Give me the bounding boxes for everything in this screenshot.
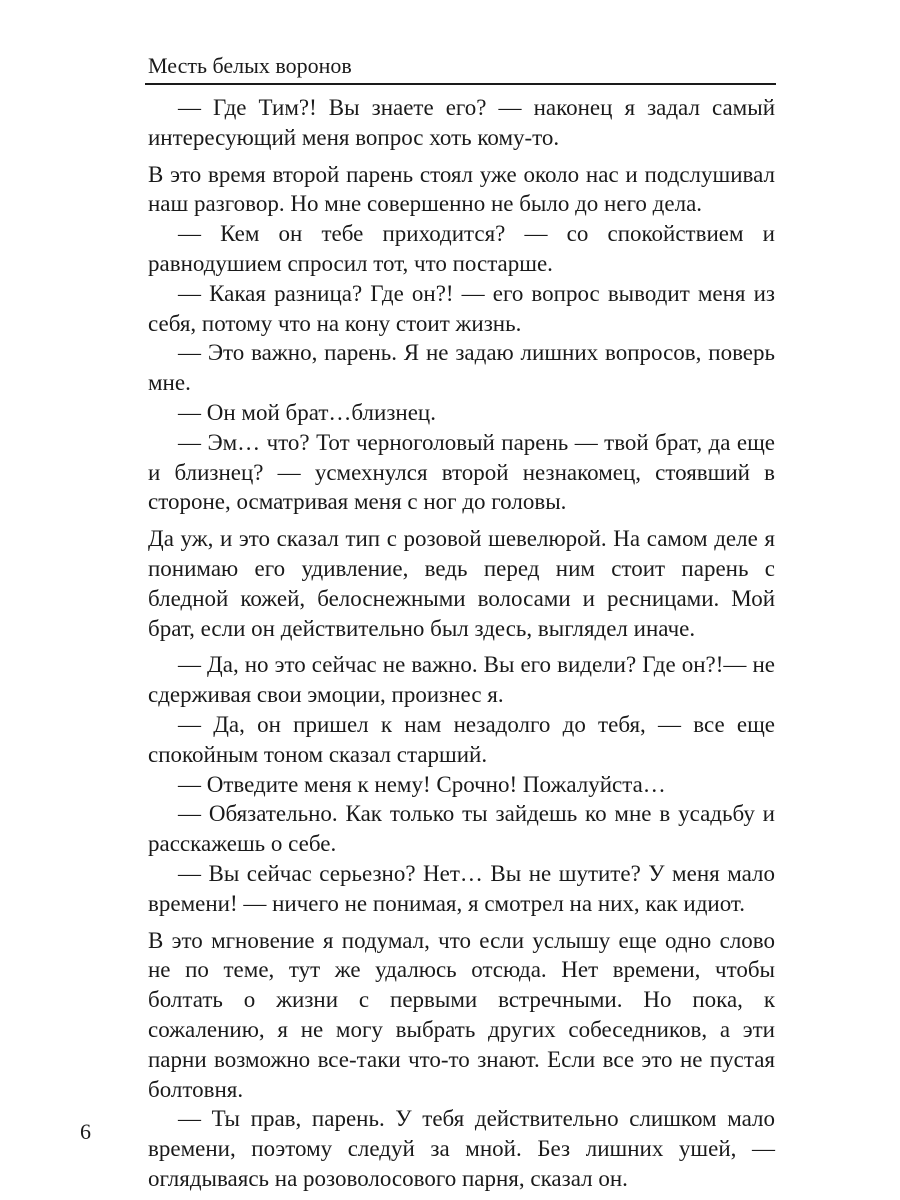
page-number: 6	[80, 1119, 91, 1144]
running-header: Месть белых воронов	[148, 53, 352, 78]
paragraph: В это мгновение я подумал, что если услышу еще одно слово не по теме, тут же удалюсь отсюда. Нет времени, чтобы болтать о жизни с первыми встречными. Но пока, к сожалению, я не могу выбрать других собеседников, а эти парни возможно все-таки что-то знают. Если все это не пустая болтовня.	[148, 927, 775, 1102]
paragraph: В это время второй парень стоял уже около нас и подслушивал наш разговор. Но мне совершенно не было до него дела.	[148, 161, 775, 217]
header-rule	[145, 83, 776, 85]
paragraph: — Эм… что? Тот черноголовый парень — твой брат, да еще и близнец? — усмехнулся второй незнакомец, стоявший в стороне, осматривая меня с ног до головы.	[148, 429, 775, 515]
paragraph: — Он мой брат…близнец.	[178, 399, 436, 425]
paragraph: — Где Тим?! Вы знаете его? — наконец я задал самый интересующий меня вопрос хоть кому-то.	[148, 95, 775, 150]
paragraph: — Какая разница? Где он?! — его вопрос выводит меня из себя, потому что на кону стоит жизнь.	[148, 280, 775, 336]
paragraph: — Это важно, парень. Я не задаю лишних вопросов, поверь мне.	[148, 340, 775, 396]
paragraph: — Да, он пришел к нам незадолго до тебя, — все еще спокойным тоном сказал старший.	[148, 711, 775, 767]
paragraph: — Да, но это сейчас не важно. Вы его видели? Где он?!— не сдерживая свои эмоции, произнес я.	[148, 652, 775, 708]
paragraph: — Отведите меня к нему! Срочно! Пожалуйста…	[178, 771, 666, 797]
paragraph: — Кем он тебе приходится? — со спокойствием и равнодушием спросил тот, что постарше.	[148, 221, 775, 276]
paragraph: — Обязательно. Как только ты зайдешь ко мне в усадьбу и расскажешь о себе.	[148, 801, 775, 857]
body-text	[148, 93, 775, 1194]
paragraph: — Вы сейчас серьезно? Нет… Вы не шутите? У меня мало времени! — ничего не понимая, я смотрел на них, как идиот.	[148, 860, 775, 916]
paragraph: — Ты прав, парень. У тебя действительно слишком мало времени, поэтому следуй за мной. Без лишних ушей, — оглядываясь на розоволосового парня, сказал он.	[148, 1106, 775, 1191]
paragraph: Да уж, и это сказал тип с розовой шевелюрой. На самом деле я понимаю его удивление, ведь перед ним стоит парень с бледной кожей, белоснежными волосами и ресницами. Мой брат, если он действительно был здесь, выглядел иначе.	[148, 526, 775, 641]
